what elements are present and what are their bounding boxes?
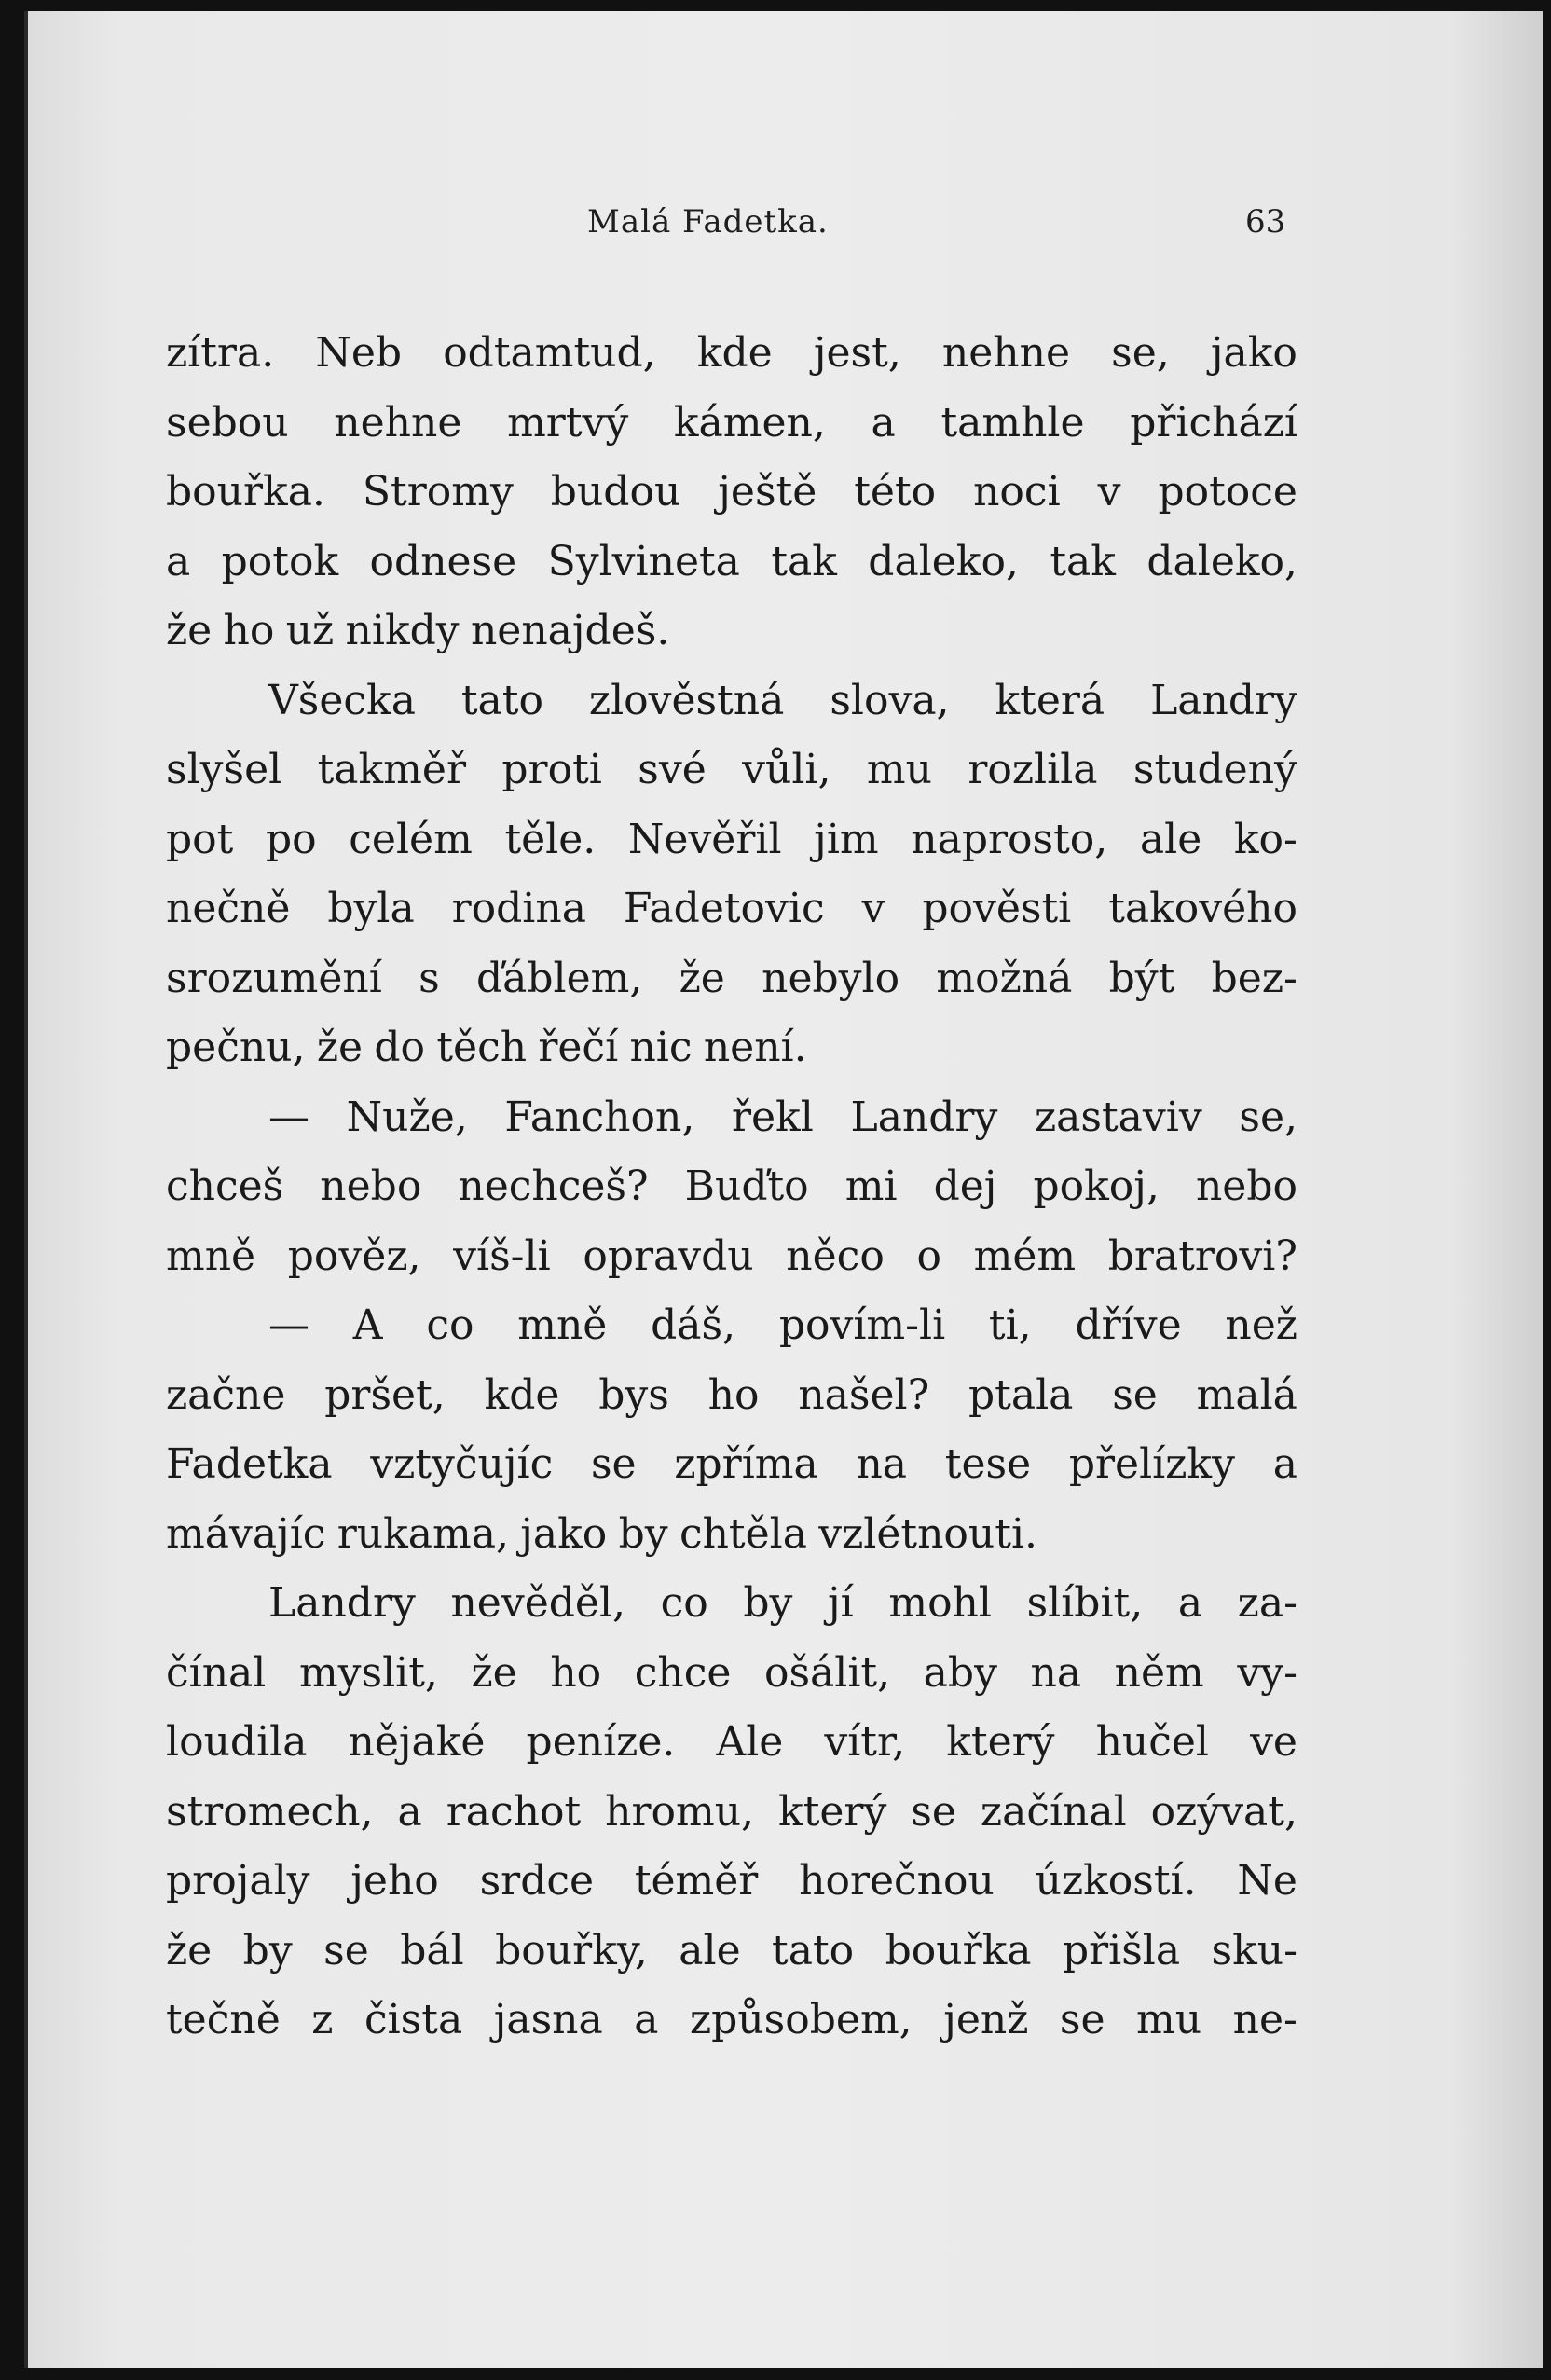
word: Nuže, [346, 1093, 468, 1141]
word: tak [1050, 537, 1116, 585]
text-line [166, 874, 1297, 944]
word: mu [866, 746, 932, 793]
word: pokoj, [1033, 1162, 1160, 1210]
word: mně [517, 1301, 608, 1349]
page-number: 63 [1245, 203, 1286, 241]
word: zastaviv [1035, 1093, 1202, 1141]
word: myslit, [298, 1648, 438, 1697]
text-line [166, 1361, 1297, 1431]
word: rachot [446, 1787, 582, 1836]
word: jí [828, 1579, 854, 1627]
word: a [397, 1787, 422, 1836]
word: řekl [731, 1093, 814, 1141]
text-line [166, 805, 1297, 875]
word: slíbit, [1026, 1579, 1144, 1627]
word: celém [349, 815, 473, 863]
word: přelízky [1068, 1440, 1235, 1488]
text-line [166, 1013, 1297, 1083]
word: Landry [1150, 676, 1297, 724]
text-line [166, 1708, 1297, 1778]
word: a [166, 537, 191, 585]
word: nebylo [762, 954, 900, 1002]
word: rukama, [336, 1509, 509, 1558]
word: zpříma [674, 1440, 818, 1488]
word: řečí [538, 1024, 619, 1071]
word: ale [679, 1926, 741, 1974]
word: slova, [830, 676, 950, 724]
word: kde [484, 1370, 560, 1419]
word: Stromy [362, 468, 514, 516]
word: vzlétnouti. [818, 1509, 1038, 1558]
word: ho [223, 607, 275, 654]
word: peníze. [526, 1718, 676, 1766]
text-line [166, 389, 1297, 459]
word: se [590, 1440, 637, 1488]
text-line [166, 1430, 1297, 1500]
word: se [911, 1787, 956, 1836]
word: vůli, [742, 746, 831, 793]
word: v [1097, 468, 1121, 516]
word: Všecka [268, 676, 416, 724]
word: nic [629, 1024, 693, 1071]
word: úzkostí. [1035, 1857, 1197, 1905]
word: Landry [850, 1093, 998, 1141]
word: jeho [350, 1857, 439, 1905]
word: aby [923, 1648, 997, 1697]
word: něm [1114, 1648, 1204, 1697]
word: by [242, 1926, 293, 1974]
word: že [166, 1926, 213, 1974]
word: nějaké [348, 1718, 486, 1766]
word: za- [1237, 1579, 1297, 1627]
word: pot [166, 815, 234, 863]
word: jest, [813, 329, 901, 377]
word: jako [1210, 329, 1297, 377]
word: potok [221, 537, 339, 585]
word: dříve [1075, 1301, 1182, 1349]
word: dáš, [651, 1301, 736, 1349]
word: zlověstná [588, 676, 785, 724]
word: ještě [718, 468, 817, 516]
word: pověsti [922, 885, 1072, 932]
word: chtěla [679, 1509, 807, 1558]
word: odtamtud, [443, 329, 656, 377]
word: hučel [1095, 1718, 1210, 1766]
word: noci [973, 468, 1061, 516]
word: ne- [1232, 1996, 1297, 2043]
word: Neb [315, 329, 403, 377]
word: budou [550, 468, 681, 516]
running-title: Malá Fadetka. [587, 203, 829, 241]
word: stromech, [166, 1787, 374, 1836]
running-head [28, 203, 1543, 250]
word: téměř [634, 1857, 759, 1905]
text-line [166, 1569, 1297, 1639]
text-line [166, 1639, 1297, 1709]
word: proti [501, 746, 602, 793]
word: ho [707, 1370, 760, 1419]
word: takměř [317, 746, 466, 793]
word: že [679, 954, 725, 1002]
word: chceš [166, 1162, 284, 1210]
word: se, [1239, 1093, 1297, 1141]
word: A [352, 1301, 383, 1349]
word: přichází [1130, 398, 1297, 447]
word: ošálit, [763, 1648, 891, 1697]
word: než [1225, 1301, 1297, 1349]
word: vy- [1237, 1648, 1297, 1697]
word: nehne [941, 329, 1070, 377]
word: nečně [166, 885, 291, 932]
word: slyšel [166, 746, 282, 793]
text-line [166, 1222, 1297, 1292]
word: Fanchon, [504, 1093, 695, 1141]
word: se [323, 1926, 369, 1974]
word: Buďto [684, 1162, 809, 1210]
word: nevěděl, [450, 1579, 626, 1627]
text-line [166, 736, 1297, 805]
word: nebo [1195, 1162, 1297, 1210]
word: která [995, 676, 1105, 724]
word: tečně [166, 1996, 281, 2043]
word: malá [1196, 1370, 1297, 1419]
word: po [265, 815, 317, 863]
word: na [856, 1440, 908, 1488]
text-line [166, 944, 1297, 1014]
text-line [166, 1847, 1297, 1917]
word: projaly [166, 1857, 310, 1905]
word: se [1059, 1996, 1105, 2043]
word: bál [400, 1926, 464, 1974]
word: pověz, [287, 1231, 421, 1280]
word: mávajíc [166, 1509, 326, 1558]
word: tamhle [940, 398, 1085, 447]
word: nehne [334, 398, 462, 447]
word: se [1112, 1370, 1158, 1419]
word: ti, [988, 1301, 1032, 1349]
word: čista [364, 1996, 463, 2043]
book-page [24, 11, 1543, 2368]
text-line [166, 319, 1297, 389]
word: této [854, 468, 937, 516]
word: Nevěřil [627, 815, 782, 863]
word: Ne [1237, 1857, 1297, 1905]
word: něco [786, 1231, 885, 1280]
word: co [660, 1579, 708, 1627]
word: srdce [479, 1857, 595, 1905]
word: ozývat, [1150, 1787, 1297, 1836]
word: že [316, 1024, 364, 1071]
word: daleko, [1146, 537, 1297, 585]
word: vítr, [824, 1718, 906, 1766]
text-line [166, 597, 1297, 667]
word: možná [936, 954, 1073, 1002]
word: srozumění [166, 954, 382, 1002]
word: z [311, 1996, 334, 2043]
word: mi [844, 1162, 898, 1210]
word: sku- [1211, 1926, 1297, 1974]
word: studený [1132, 746, 1297, 793]
word: vztyčujíc [370, 1440, 554, 1488]
word: loudila [166, 1718, 308, 1766]
word: Ale [716, 1718, 784, 1766]
word: těch [436, 1024, 528, 1071]
word: a [1177, 1579, 1203, 1627]
word: co [426, 1301, 474, 1349]
word: přišla [1062, 1926, 1181, 1974]
word: daleko, [868, 537, 1019, 585]
text-line [166, 1986, 1297, 2056]
word: začínal [980, 1787, 1127, 1836]
word: takového [1108, 885, 1297, 932]
text-line [166, 667, 1297, 736]
word: který [946, 1718, 1055, 1766]
word: a [1272, 1440, 1297, 1488]
word: mu [1136, 1996, 1202, 2043]
word: zítra. [166, 329, 275, 377]
word: tak [771, 537, 837, 585]
text-line [166, 458, 1297, 528]
word: už [285, 607, 335, 654]
text-line [166, 1778, 1297, 1848]
word: kámen, [673, 398, 826, 447]
word: se, [1111, 329, 1170, 377]
word: s [419, 954, 440, 1002]
word: ho [550, 1648, 602, 1697]
word: naprosto, [911, 815, 1108, 863]
word: a [634, 1996, 659, 2043]
word: mém [973, 1231, 1077, 1280]
word: bouřka [885, 1926, 1032, 1974]
word: bratrovi? [1107, 1231, 1297, 1280]
word: Landry [268, 1579, 416, 1627]
word: že [166, 607, 213, 654]
word: v [861, 885, 885, 932]
word: do [374, 1024, 426, 1071]
word: našel? [798, 1370, 930, 1419]
word: nenajdeš. [470, 607, 670, 654]
word: jasna [493, 1996, 603, 2043]
word: hromu, [605, 1787, 755, 1836]
word: tato [772, 1926, 855, 1974]
word: pečnu, [166, 1024, 306, 1071]
word: Sylvineta [547, 537, 740, 585]
word: horečnou [799, 1857, 995, 1905]
word: o [916, 1231, 941, 1280]
word: nebo [320, 1162, 422, 1210]
word: že [471, 1648, 517, 1697]
text-line [166, 1083, 1297, 1153]
word: ve [1250, 1718, 1297, 1766]
word: kde [696, 329, 773, 377]
word: opravdu [583, 1231, 754, 1280]
word: — [268, 1093, 309, 1141]
word: dej [933, 1162, 997, 1210]
word: Fadetka [166, 1440, 333, 1488]
word: potoce [1158, 468, 1297, 516]
text-line [166, 1500, 1297, 1570]
word: bouřky, [495, 1926, 648, 1974]
text-line [166, 1291, 1297, 1361]
word: na [1030, 1648, 1082, 1697]
word: své [638, 746, 707, 793]
word: mně [166, 1231, 256, 1280]
body-text [166, 319, 1297, 2056]
word: tese [944, 1440, 1032, 1488]
text-line [166, 1152, 1297, 1222]
word: jim [814, 815, 879, 863]
text-line [166, 528, 1297, 598]
word: povím-li [778, 1301, 946, 1349]
word: a [871, 398, 896, 447]
word: bys [598, 1370, 669, 1419]
word: bouřka. [166, 468, 325, 516]
word: způsobem, [690, 1996, 913, 2043]
word: bez- [1211, 954, 1297, 1002]
word: rodina [451, 885, 586, 932]
word: ďáblem, [475, 954, 643, 1002]
word: mrtvý [507, 398, 629, 447]
word: který [778, 1787, 887, 1836]
word: čínal [166, 1648, 267, 1697]
word: být [1108, 954, 1175, 1002]
word: by [743, 1579, 793, 1627]
word: chce [634, 1648, 732, 1697]
word: víš-li [453, 1231, 551, 1280]
word: jako [520, 1509, 608, 1558]
word: by [618, 1509, 668, 1558]
word: těle. [504, 815, 597, 863]
word: mohl [888, 1579, 992, 1627]
word: pršet, [324, 1370, 446, 1419]
word: nikdy [345, 607, 460, 654]
text-line [166, 1917, 1297, 1987]
word: není. [703, 1024, 807, 1071]
word: tato [460, 676, 543, 724]
word: začne [166, 1370, 286, 1419]
word: ale [1139, 815, 1202, 863]
word: Fadetovic [623, 885, 825, 932]
word: byla [327, 885, 415, 932]
word: rozlila [968, 746, 1098, 793]
word: sebou [166, 398, 289, 447]
word: ko- [1233, 815, 1297, 863]
word: jenž [943, 1996, 1029, 2043]
word: odnese [369, 537, 517, 585]
word: ptala [968, 1370, 1074, 1419]
word: — [268, 1301, 309, 1349]
word: nechceš? [458, 1162, 649, 1210]
